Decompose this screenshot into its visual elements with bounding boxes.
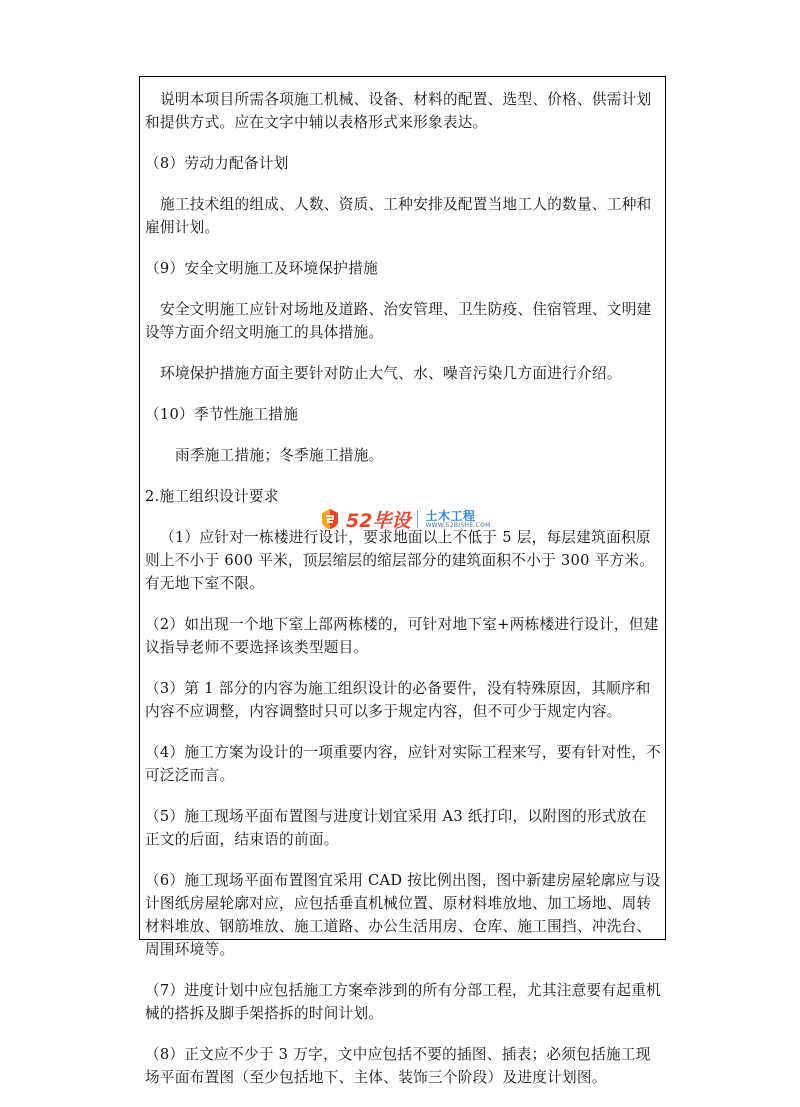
document-body — [145, 88, 661, 1107]
watermark-divider — [417, 510, 418, 528]
watermark-subtitle: 土木工程 — [425, 508, 476, 523]
requirement-2: （2）如出现一个地下室上部两栋楼的，可针对地下室+两栋楼进行设计，但建议指导老师不要选择该类型题目。 — [145, 616, 659, 656]
watermark-logo-icon — [318, 507, 342, 531]
watermark-right — [425, 510, 490, 529]
heading-design-requirements: 2.施工组织设计要求 — [145, 488, 279, 505]
requirement-3: （3）第 1 部分的内容为施工组织设计的必备要件，没有特殊原因，其顺序和内容不应调整，内容调整时只可以多于规定内容，但不可少于规定内容。 — [145, 680, 651, 720]
paragraph-equipment-plan: 说明本项目所需各项施工机械、设备、材料的配置、选型、价格、供需计划和提供方式。应在文字中辅以表格形式来形象表达。 — [145, 91, 652, 131]
heading-safety-environment: （9）安全文明施工及环境保护措施 — [145, 260, 378, 277]
requirement-7: （7）进度计划中应包括施工方案牵涉到的所有分部工程，尤其注意要有起重机械的搭拆及脚手架搭拆的时间计划。 — [145, 982, 661, 1022]
watermark-url: WWW.52BISHE.COM — [425, 521, 491, 529]
paragraph-seasonal: 雨季施工措施；冬季施工措施。 — [175, 447, 384, 464]
requirement-5: （5）施工现场平面布置图与进度计划宜采用 A3 纸打印，以附图的形式放在正文的后面，结束语的前面。 — [145, 808, 647, 848]
watermark — [318, 506, 491, 532]
heading-labor-plan: （8）劳动力配备计划 — [145, 155, 289, 172]
paragraph-safety: 安全文明施工应针对场地及道路、治安管理、卫生防疫、住宿管理、文明建设等方面介绍文明施工的具体措施。 — [145, 301, 652, 341]
watermark-brand: 52毕设 — [346, 509, 411, 532]
requirement-1: （1）应针对一栋楼进行设计，要求地面以上不低于 5 层，每层建筑面积原则上不小于 600 平米，顶层缩层的缩层部分的建筑面积不小于 300 平方米。有无地下室不限。 — [145, 529, 655, 592]
paragraph-labor-plan: 施工技术组的组成、人数、资质、工种安排及配置当地工人的数量、工种和雇佣计划。 — [145, 196, 652, 236]
requirement-8: （8）正文应不少于 3 万字，文中应包括不要的插图、插表；必须包括施工现场平面布置图（至少包括地下、主体、装饰三个阶段）及进度计划图。 — [145, 1046, 651, 1086]
requirement-4: （4）施工方案为设计的一项重要内容，应针对实际工程来写，要有针对性，不可泛泛而言。 — [145, 744, 661, 784]
heading-seasonal: （10）季节性施工措施 — [145, 406, 299, 423]
requirement-6: （6）施工现场平面布置图宜采用 CAD 按比例出图，图中新建房屋轮廓应与设计图纸房屋轮廓对应，应包括垂直机械位置、原材料堆放地、加工场地、周转材料堆放、钢筋堆放、施工道路、办公生活用房、仓库、施工围挡、冲洗台、周围环境等。 — [145, 872, 661, 958]
paragraph-environment: 环境保护措施方面主要针对防止大气、水、噪音污染几方面进行介绍。 — [160, 365, 622, 382]
